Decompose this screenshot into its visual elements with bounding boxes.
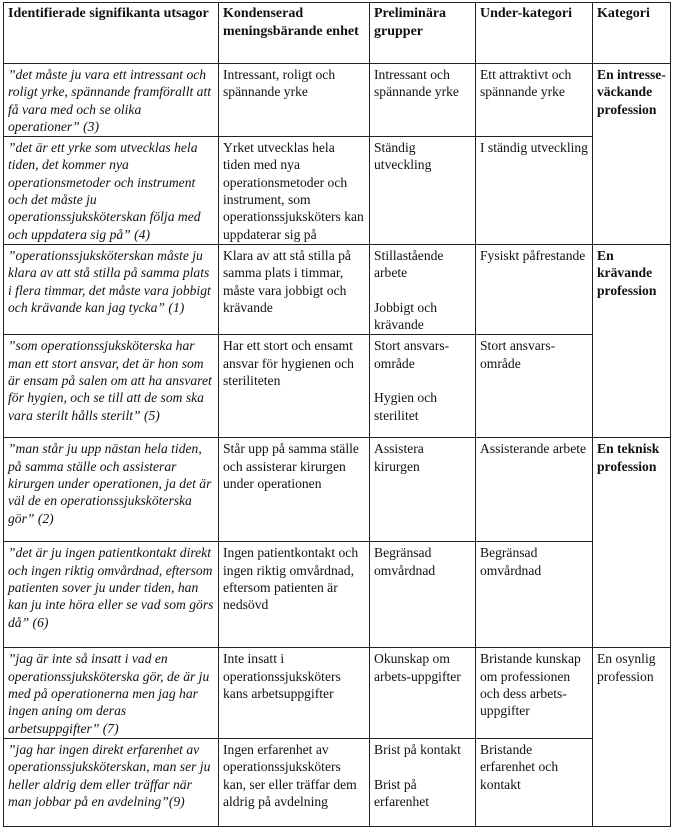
group-label: Brist på kontakt	[374, 741, 461, 757]
groups-cell	[370, 738, 476, 826]
group-label: Hygien och sterilitet	[374, 390, 438, 423]
subcategory-cell: Fysiskt påfrestande	[476, 244, 593, 334]
subcategory-cell: I ständig utveckling	[476, 137, 593, 245]
table-row	[4, 137, 671, 245]
condensed-unit-cell: Står upp på samma ställe och assisterar kirurgen under operationen	[219, 438, 370, 542]
subcategory-cell: Assisterande arbete	[476, 438, 593, 542]
subcategory-cell: Bristande erfarenhet och kontakt	[476, 738, 593, 826]
statement-cell: ”operationssjuksköterskan måste ju klara av att stå stilla på samma plats i flera timmar, det måste vara jobbigt och krävande kan jag tycka” (1)	[4, 244, 219, 334]
header-condensed-unit: Kondenserad meningsbärande enhet	[219, 3, 370, 64]
statement-cell: ”det är ett yrke som utvecklas hela tiden, det kommer nya operationsmetoder och instrument och det måste ju operationssjuksköterskan följa med och uppdatera sig på” (4)	[4, 137, 219, 245]
header-preliminary-groups: Preliminära grupper	[370, 3, 476, 64]
table-row	[4, 438, 671, 542]
groups-cell	[370, 438, 476, 542]
subcategory-cell: Ett attraktivt och spännande yrke	[476, 64, 593, 137]
condensed-unit-cell: Yrket utvecklas hela tiden med nya operationsmetoder och instrument, som operationssjuksköters kan uppdaterar sig på	[219, 137, 370, 245]
group-label: Okunskap om arbets-uppgifter	[374, 651, 461, 684]
category-cell: En teknisk profession	[593, 438, 671, 648]
statement-cell: ”som operationssjuksköterska har man ett stort ansvar, det är hon som är ensam på salen om att ha ansvaret för hygien, och se till att de som ska vara sterilt hålls sterilt” (5)	[4, 335, 219, 438]
group-label: Jobbigt och krävande	[374, 299, 438, 333]
statement-cell: ”det är ju ingen patientkontakt direkt och ingen riktig omvårdnad, eftersom patienten sover ju under tiden, han kan ju inte höra eller se vad som görs då” (6)	[4, 542, 219, 648]
group-label: Stort ansvars-område	[374, 338, 450, 371]
table-row	[4, 64, 671, 137]
category-cell	[593, 64, 671, 245]
table-row	[4, 738, 671, 826]
condensed-unit-cell: Ingen patientkontakt och ingen riktig omvårdnad, eftersom patienten är nedsövd	[219, 542, 370, 648]
condensed-unit-cell: Intressant, roligt och spännande yrke	[219, 64, 370, 137]
condensed-unit-cell: Inte insatt i operationssjuksköters kans arbetsuppgifter	[219, 648, 370, 738]
table-row	[4, 244, 671, 334]
condensed-unit-cell: Klara av att stå stilla på samma plats i timmar, måste vara jobbigt och krävande	[219, 244, 370, 334]
table-container	[3, 2, 671, 827]
groups-cell	[370, 244, 476, 334]
group-label: Ständig utveckling	[374, 140, 432, 173]
statement-cell: ”jag är inte så insatt i vad en operationssjuksköterska gör, de är ju med på operationerna men jag har ingen aning om deras arbetsuppgifter” (7)	[4, 648, 219, 738]
analysis-table	[3, 2, 671, 827]
table-row	[4, 335, 671, 438]
header-subcategory: Under-kategori	[476, 3, 593, 64]
subcategory-cell: Bristande kunskap om professionen och dess arbets-uppgifter	[476, 648, 593, 738]
groups-cell	[370, 335, 476, 438]
groups-cell	[370, 64, 476, 137]
table-row	[4, 542, 671, 648]
header-category: Kategori	[593, 3, 671, 64]
table-row	[4, 648, 671, 738]
header-row	[4, 3, 671, 64]
category-label: En intresse-väckande profession	[597, 67, 666, 117]
group-label: Begränsad omvårdnad	[374, 545, 436, 578]
category-cell: En krävande profession	[593, 244, 671, 437]
groups-cell	[370, 542, 476, 648]
subcategory-cell: Stort ansvars-område	[476, 335, 593, 438]
header-statements: Identifierade signifikanta utsagor	[4, 3, 219, 64]
group-label: Stillastående arbete	[374, 247, 444, 281]
statement-cell: ”jag har ingen direkt erfarenhet av operationssjuksköterskan, man ser ju heller aldrig dem eller träffar när man jobbar på en avdelning”(9)	[4, 738, 219, 826]
group-label: Assistera kirurgen	[374, 441, 424, 474]
statement-cell: ”det måste ju vara ett intressant och roligt yrke, spännande framförallt att få vara med och se olika operationer” (3)	[4, 64, 219, 137]
group-label: Brist på erfarenhet	[374, 776, 430, 809]
category-cell: En osynlig profession	[593, 648, 671, 826]
groups-cell	[370, 137, 476, 245]
condensed-unit-cell: Ingen erfarenhet av operationssjuksköters kan, ser eller träffar dem aldrig på avdelning	[219, 738, 370, 826]
groups-cell	[370, 648, 476, 738]
group-label: Intressant och spännande yrke	[374, 67, 459, 100]
condensed-unit-cell: Har ett stort och ensamt ansvar för hygienen och steriliteten	[219, 335, 370, 438]
subcategory-cell: Begränsad omvårdnad	[476, 542, 593, 648]
statement-cell: ”man står ju upp nästan hela tiden, på samma ställe och assisterar kirurgen under operationen, ja det är väl de en operationssjuksköterska gör” (2)	[4, 438, 219, 542]
